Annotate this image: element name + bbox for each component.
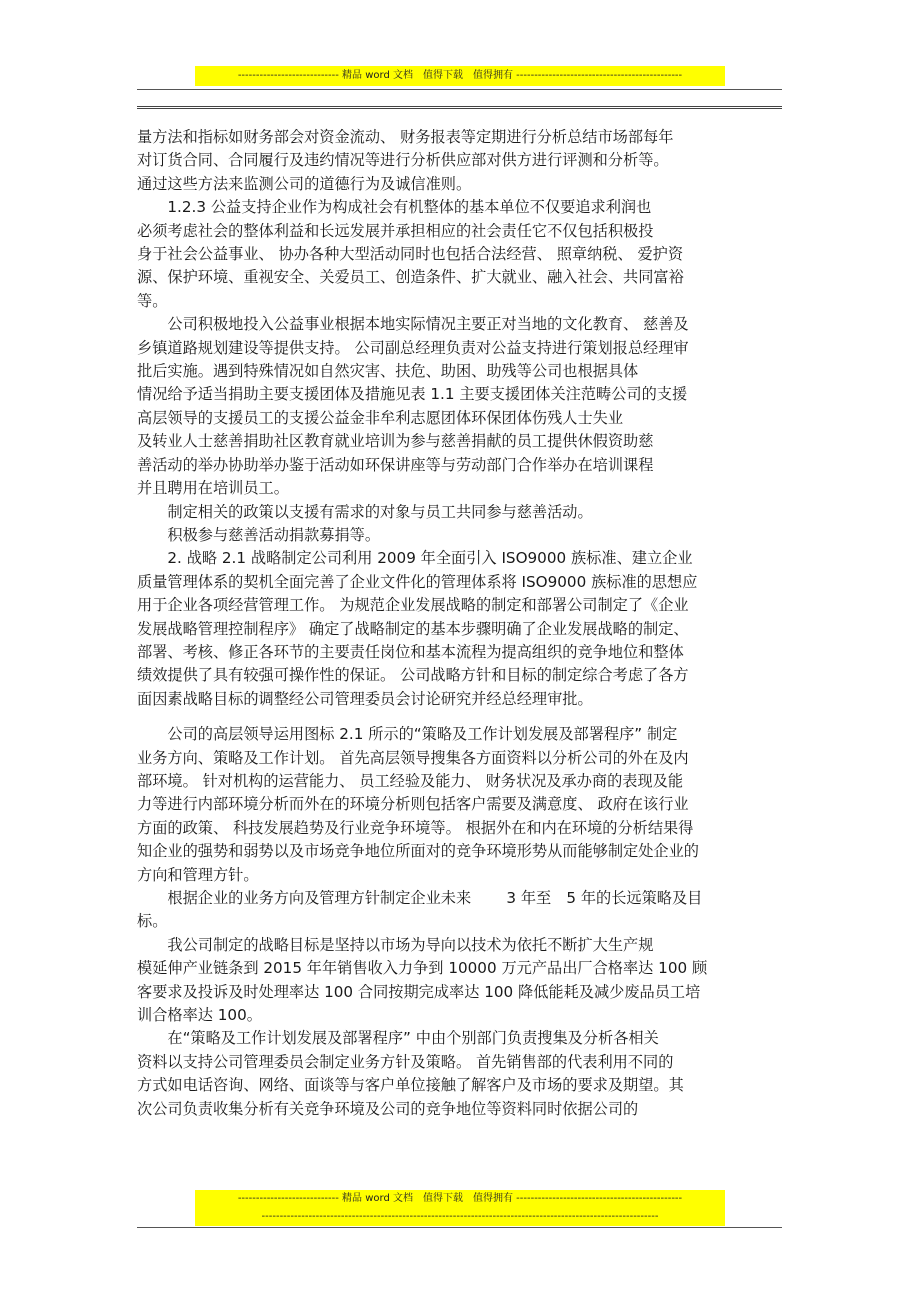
text-line: 积极参与慈善活动捐款募捐等。 xyxy=(137,525,380,544)
text-line: 情况给予适当捐助主要支援团体及措施见表 1.1 主要支援团体关注范畴公司的支援 xyxy=(137,385,688,404)
text-line: 训合格率达 100。 xyxy=(137,1006,262,1025)
footer-rule xyxy=(137,1227,782,1228)
text-line: 1.2.3 公益支持企业作为构成社会有机整体的基本单位不仅要追求利润也 xyxy=(137,198,652,217)
header-rule xyxy=(137,89,782,90)
text-line: 业务方向、策略及工作计划。 首先高层领导搜集各方面资料以分析公司的外在及内 xyxy=(137,748,689,767)
text-line: 用于企业各项经营管理工作。 为规范企业发展战略的制定和部署公司制定了《企业 xyxy=(137,596,689,615)
text-line: 身于社会公益事业、 协办各种大型活动同时也包括合法经营、 照章纳税、 爱护资 xyxy=(137,245,684,264)
footer-banner xyxy=(195,1190,725,1226)
text-line: 发展战略管理控制程序》 确定了战略制定的基本步骤明确了企业发展战略的制定、 xyxy=(137,619,689,638)
text-line: 对订货合同、合同履行及违约情况等进行分析供应部对供方进行评测和分析等。 xyxy=(137,151,669,170)
text-line: 知企业的强势和弱势以及市场竞争地位所面对的竞争环境形势从而能够制定处企业的 xyxy=(137,842,699,861)
text-line: 方式如电话咨询、网络、面谈等与客户单位接触了解客户及市场的要求及期望。其 xyxy=(137,1076,684,1095)
paragraph-gap xyxy=(137,711,787,723)
text-line: 通过这些方法来监测公司的道德行为及诚信准则。 xyxy=(137,174,472,193)
text-line: 质量管理体系的契机全面完善了企业文件化的管理体系将 ISO9000 族标准的思想应 xyxy=(137,572,698,591)
header-double-rule xyxy=(137,106,782,109)
text-line: 并且聘用在培训员工。 xyxy=(137,479,289,498)
text-line: 面因素战略目标的调整经公司管理委员会讨论研究并经总经理审批。 xyxy=(137,689,593,708)
text-line: 批后实施。遇到特殊情况如自然灾害、扶危、助困、助残等公司也根据具体 xyxy=(137,362,639,381)
text-line: 及转业人士慈善捐助社区教育就业培训为参与慈善捐献的员工提供休假资助慈 xyxy=(137,432,654,451)
text-line: 源、保护环境、重视安全、关爱员工、创造条件、扩大就业、融入社会、共同富裕 xyxy=(137,268,684,287)
text-line: 善活动的举办协助举办鉴于活动如环保讲座等与劳动部门合作举办在培训课程 xyxy=(137,455,654,474)
text-line: 等。 xyxy=(137,291,168,310)
text-line: 客要求及投诉及时处理率达 100 合同按期完成率达 100 降低能耗及减少废品员工培 xyxy=(137,982,701,1001)
text-line: 公司积极地投入公益事业根据本地实际情况主要正对当地的文化教育、 慈善及 xyxy=(137,315,689,334)
text-line: 2. 战略 2.1 战略制定公司利用 2009 年全面引入 ISO9000 族标准、建立企业 xyxy=(137,549,693,568)
text-line: 力等进行内部环境分析而外在的环境分析则包括客户需要及满意度、 政府在该行业 xyxy=(137,795,689,814)
text-line: 方向和管理方针。 xyxy=(137,865,259,884)
text-line: 乡镇道路规划建设等提供支持。 公司副总经理负责对公益支持进行策划报总经理审 xyxy=(137,338,689,357)
text-line: 必须考虑社会的整体利益和长远发展并承担相应的社会责任它不仅包括积极投 xyxy=(137,221,654,240)
text-line: 量方法和指标如财务部会对资金流动、 财务报表等定期进行分析总结市场部每年 xyxy=(137,128,674,146)
text-line: 模延伸产业链条到 2015 年年销售收入力争到 10000 万元产品出厂合格率达 100 顾 xyxy=(137,959,708,978)
text-line: 标。 xyxy=(137,912,168,931)
text-line: 资料以支持公司管理委员会制定业务方针及策略。 首先销售部的代表利用不同的 xyxy=(137,1052,674,1071)
text-line: 根据企业的业务方向及管理方针制定企业未来 3 年至 5 年的长远策略及目 xyxy=(137,889,703,907)
text-line: 在“策略及工作计划发展及部署程序” 中由个别部门负责搜集及分析各相关 xyxy=(137,1029,659,1048)
footer-banner-line-1: ---------------------------- 精品 word 文档 值得下载 值得拥有 ---------------------------------------------- xyxy=(237,1193,683,1204)
text-line: 部署、考核、修正各环节的主要责任岗位和基本流程为提高组织的竞争地位和整体 xyxy=(137,642,684,661)
header-banner: ---------------------------- 精品 word 文档 值得下载 值得拥有 ---------------------------------------------- xyxy=(195,66,725,86)
text-line: 高层领导的支援员工的支援公益金非牟利志愿团体环保团体伤残人士失业 xyxy=(137,408,623,427)
text-line: 绩效提供了具有较强可操作性的保证。 公司战略方针和目标的制定综合考虑了各方 xyxy=(137,666,689,685)
text-line: 制定相关的政策以支援有需求的对象与员工共同参与慈善活动。 xyxy=(137,502,593,521)
text-line: 部环境。 针对机构的运营能力、 员工经验及能力、 财务状况及承办商的表现及能 xyxy=(137,771,684,790)
text-line: 我公司制定的战略目标是坚持以市场为导向以技术为依托不断扩大生产规 xyxy=(137,935,654,954)
footer-banner-line-2: -------------------------------------------------------------------------------------------------------------- xyxy=(261,1211,659,1222)
text-line: 次公司负责收集分析有关竞争环境及公司的竞争地位等资料同时依据公司的 xyxy=(137,1099,639,1118)
text-line: 公司的高层领导运用图标 2.1 所示的“策略及工作计划发展及部署程序” 制定 xyxy=(137,725,678,744)
document-body xyxy=(137,126,787,1121)
text-line: 方面的政策、 科技发展趋势及行业竞争环境等。 根据外在和内在环境的分析结果得 xyxy=(137,818,694,837)
